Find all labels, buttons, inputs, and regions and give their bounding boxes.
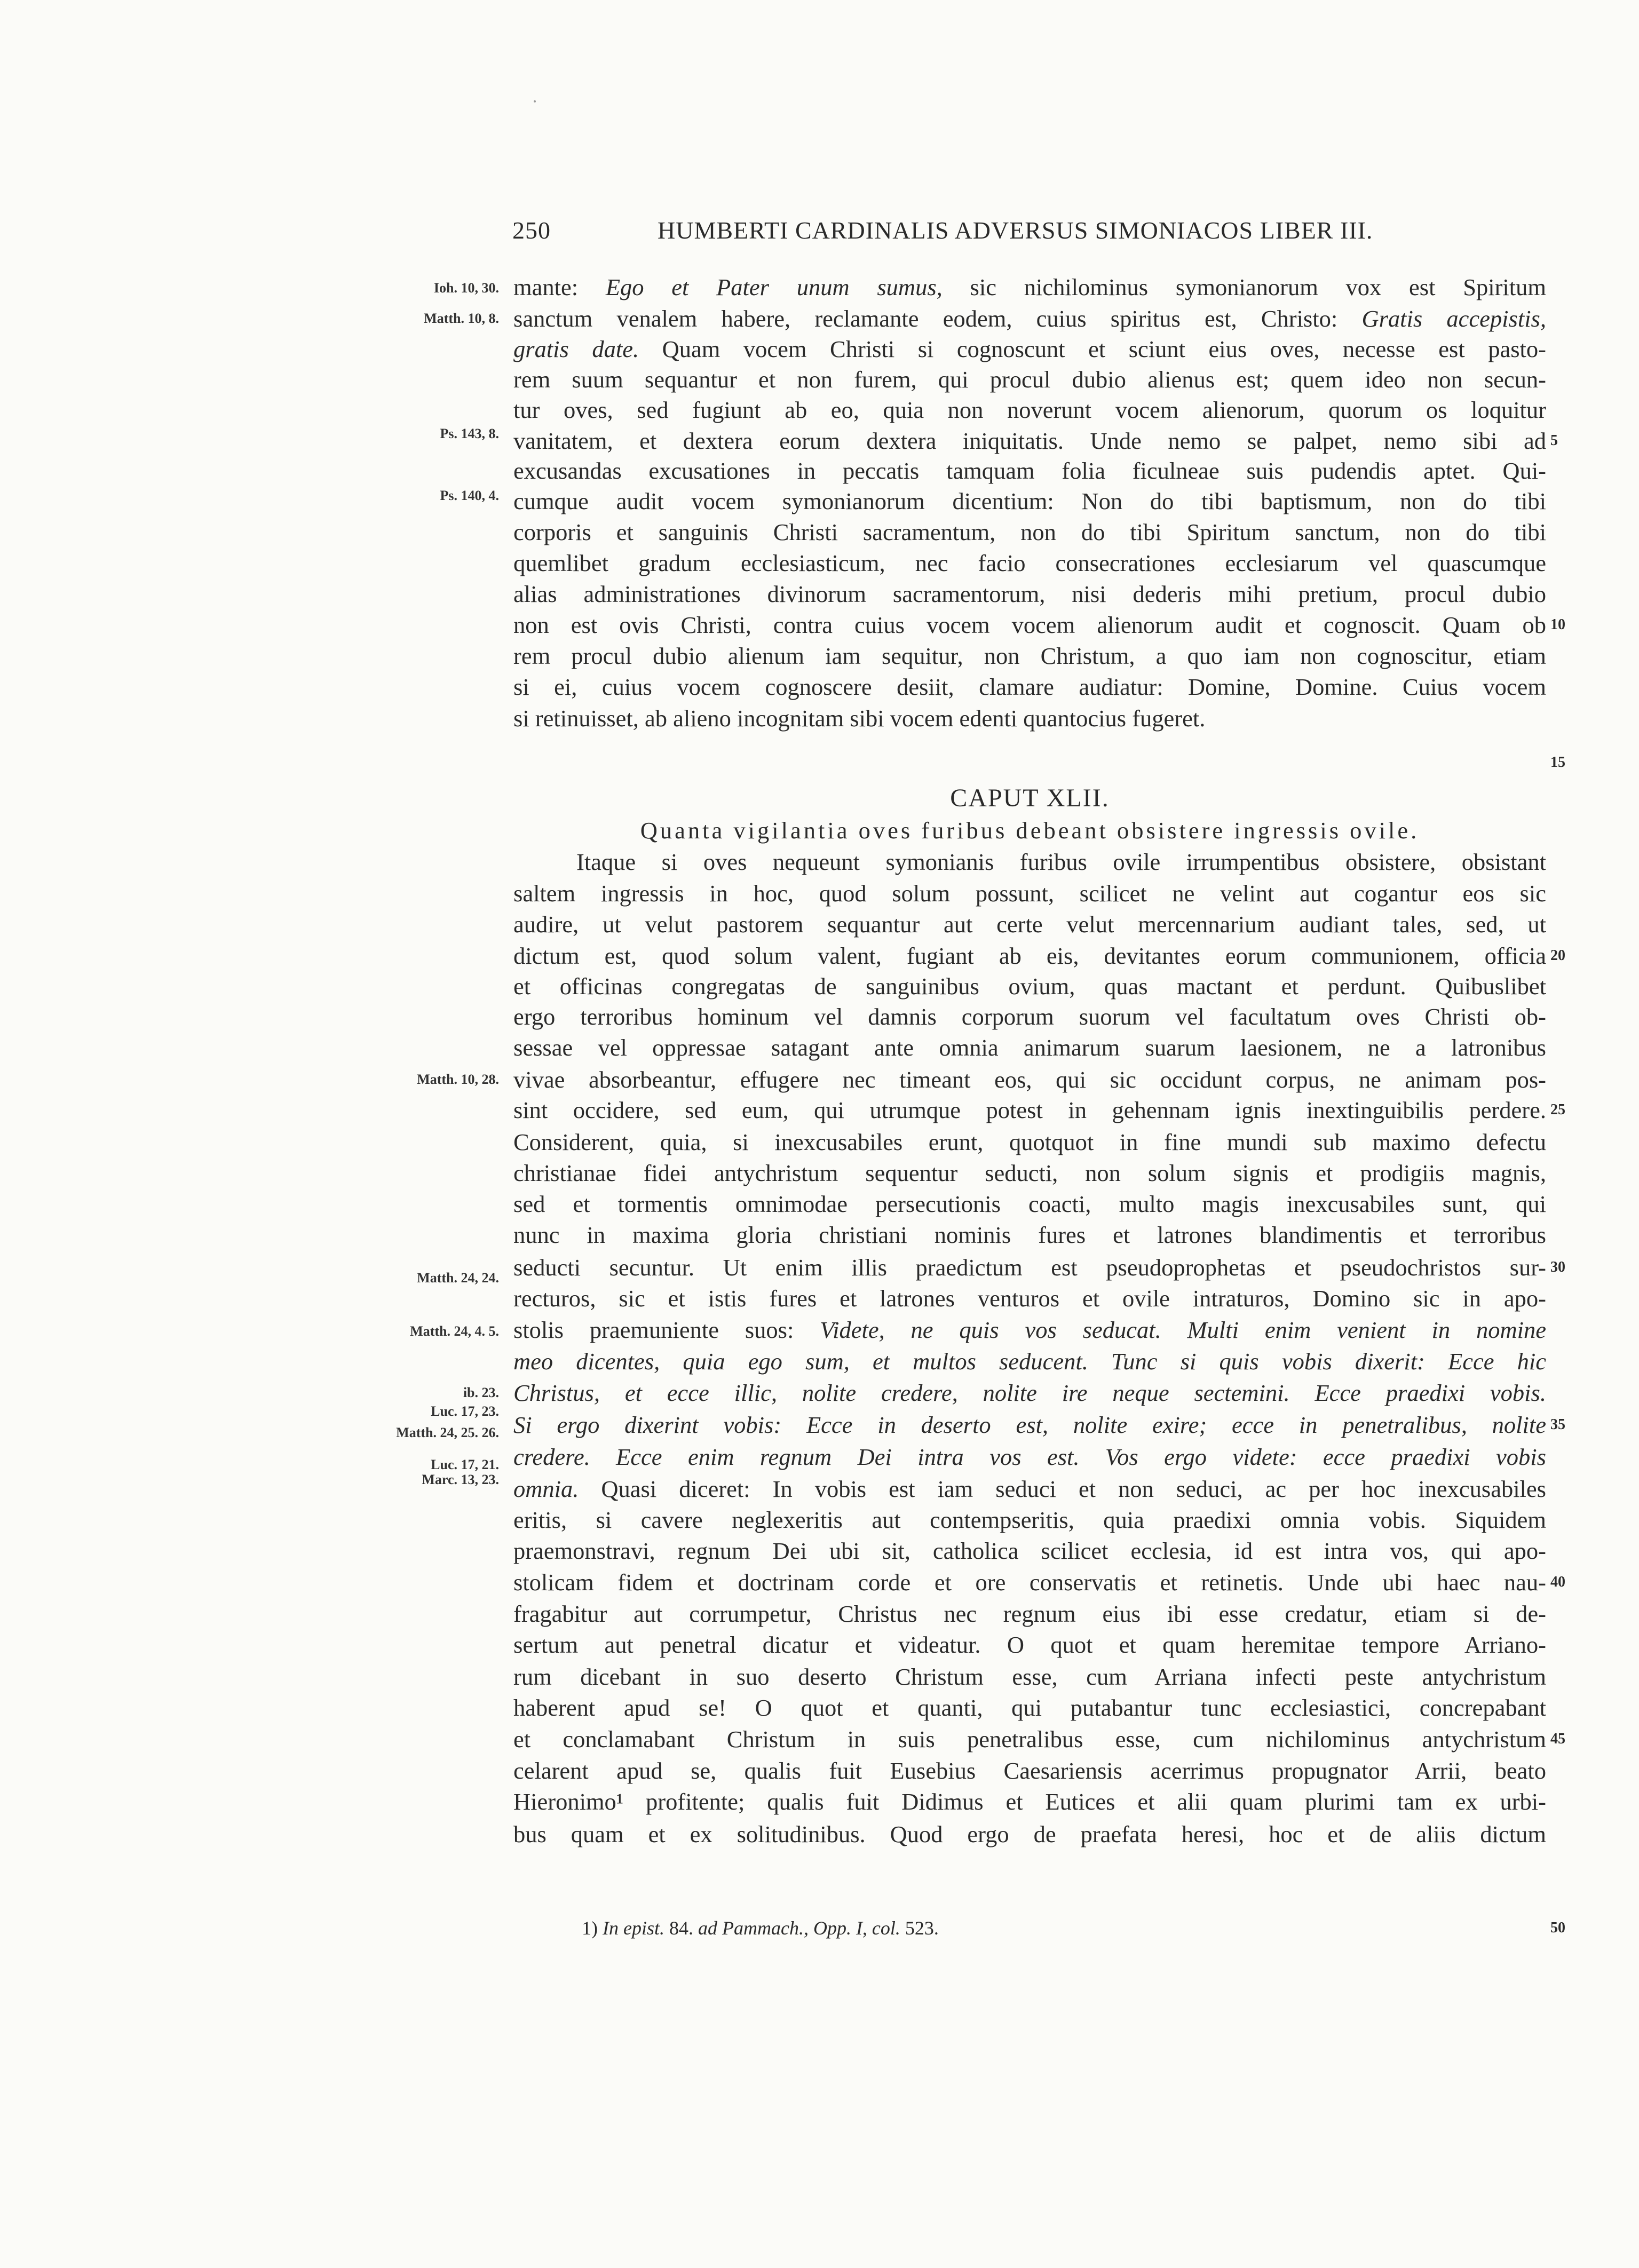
text-line: Christus, et ecce illic, nolite credere, nolite ire neque sectemini. Ecce praedixi vobis. xyxy=(513,1379,1546,1406)
chapter-subtitle: Quanta vigilantia oves furibus debeant obsistere ingressis ovile. xyxy=(640,817,1420,844)
text-line: stolicam fidem et doctrinam corde et ore conservatis et retinetis. Unde ubi haec nau- xyxy=(513,1569,1546,1596)
text-line: eritis, si cavere neglexeritis aut contempseritis, quia praedixi omnia vobis. Siquidem xyxy=(513,1506,1546,1533)
margin-reference: Matth. 10, 28. xyxy=(417,1072,499,1087)
margin-reference: Matth. 24, 25. 26. xyxy=(396,1425,499,1440)
text-line: christianae fidei antychristum sequentur seducti, non solum signis et prodigiis magnis, xyxy=(513,1160,1546,1186)
margin-reference: Ps. 140, 4. xyxy=(440,488,499,503)
margin-reference: Luc. 17, 23. xyxy=(431,1403,499,1419)
line-number: 50 xyxy=(1550,1920,1565,1936)
text-line: haberent apud se! O quot et quanti, qui putabantur tunc ecclesiastici, concrepabant xyxy=(513,1694,1546,1721)
line-number: 5 xyxy=(1550,432,1558,449)
text-line: excusandas excusationes in peccatis tamquam folia ficulneae suis pudendis aptet. Qui- xyxy=(513,457,1546,484)
text-line: sed et tormentis omnimodae persecutionis coacti, multo magis inexcusabiles sunt, qui xyxy=(513,1191,1546,1217)
margin-reference: Matth. 24, 24. xyxy=(417,1270,499,1286)
line-number: 30 xyxy=(1550,1259,1565,1275)
text-line: rem procul dubio alienum iam sequitur, non Christum, a quo iam non cognoscitur, etiam xyxy=(513,643,1546,669)
text-line: rum dicebant in suo deserto Christum esse, cum Arriana infecti peste antychristum xyxy=(513,1663,1546,1690)
text-line: corporis et sanguinis Christi sacramentum, non do tibi Spiritum sanctum, non do tibi xyxy=(513,519,1546,545)
margin-reference: Matth. 24, 4. 5. xyxy=(410,1323,499,1339)
text-line: vivae absorbeantur, effugere nec timeant eos, qui sic occidunt corpus, ne animam pos- xyxy=(513,1066,1546,1093)
running-title: HUMBERTI CARDINALIS ADVERSUS SIMONIACOS LIBER III. xyxy=(658,217,1373,244)
paper-speck xyxy=(534,100,536,102)
margin-reference: ib. 23. xyxy=(463,1385,499,1400)
text-line: gratis date. Quam vocem Christi si cognoscunt et sciunt eius oves, necesse est pasto- xyxy=(513,336,1546,362)
text-line: bus quam et ex solitudinibus. Quod ergo de praefata heresi, hoc et de aliis dictum xyxy=(513,1821,1546,1847)
text-line: recturos, sic et istis fures et latrones venturos et ovile intraturos, Domino sic in apo- xyxy=(513,1285,1546,1312)
text-line: cumque audit vocem symonianorum dicentium: Non do tibi baptismum, non do tibi xyxy=(513,488,1546,514)
line-number: 45 xyxy=(1550,1731,1565,1747)
text-line: vanitatem, et dextera eorum dextera iniquitatis. Unde nemo se palpet, nemo sibi ad xyxy=(513,427,1546,454)
text-line: audire, ut velut pastorem sequantur aut certe velut mercennarium audiant tales, sed, ut xyxy=(513,911,1546,938)
line-number: 10 xyxy=(1550,616,1565,633)
text-line: sint occidere, sed eum, qui utrumque potest in gehennam ignis inextinguibilis perdere. xyxy=(513,1097,1546,1123)
text-line: et conclamabant Christum in suis penetralibus esse, cum nichilominus antychristum xyxy=(513,1726,1546,1752)
running-header xyxy=(512,216,1409,253)
line-number: 20 xyxy=(1550,947,1565,964)
text-line: stolis praemuniente suos: Videte, ne quis vos seducat. Multi enim venient in nomine xyxy=(513,1317,1546,1343)
margin-reference: Luc. 17, 21. xyxy=(431,1457,499,1472)
margin-reference: Ioh. 10, 30. xyxy=(433,280,499,296)
margin-reference: Marc. 13, 23. xyxy=(422,1472,499,1487)
line-number: 40 xyxy=(1550,1574,1565,1590)
text-line: Si ergo dixerint vobis: Ecce in deserto est, nolite exire; ecce in penetralibus, nolite xyxy=(513,1411,1546,1438)
line-number: 35 xyxy=(1550,1416,1565,1433)
text-line: Considerent, quia, si inexcusabiles erunt, quotquot in fine mundi sub maximo defectu xyxy=(513,1129,1546,1155)
text-line: et officinas congregatas de sanguinibus ovium, quas mactant et perdunt. Quibuslibet xyxy=(513,973,1546,1000)
text-line: si ei, cuius vocem cognoscere desiit, clamare audiatur: Domine, Domine. Cuius vocem xyxy=(513,673,1546,700)
text-line: saltem ingressis in hoc, quod solum possunt, scilicet ne velint aut cogantur eos sic xyxy=(513,880,1546,907)
text-line: meo dicentes, quia ego sum, et multos seducent. Tunc si quis vobis dixerit: Ecce hic xyxy=(513,1348,1546,1375)
margin-reference: Ps. 143, 8. xyxy=(440,426,499,441)
text-line: quemlibet gradum ecclesiasticum, nec facio consecrationes ecclesiarum vel quascumque xyxy=(513,550,1546,576)
text-line: si retinuisset, ab alieno incognitam sibi vocem edenti quantocius fugeret. xyxy=(513,705,1206,732)
text-line: nunc in maxima gloria christiani nominis fures et latrones blandimentis et terroribus xyxy=(513,1222,1546,1248)
text-line: Itaque si oves nequeunt symonianis furibus ovile irrumpentibus obsistere, obsistant xyxy=(576,848,1546,875)
text-line: dictum est, quod solum valent, fugiant ab eis, devitantes eorum communionem, officia xyxy=(513,942,1546,969)
text-line: fragabitur aut corrumpetur, Christus nec regnum eius ibi esse credatur, etiam si de- xyxy=(513,1600,1546,1627)
text-line: mante: Ego et Pater unum sumus, sic nichilominus symonianorum vox est Spiritum xyxy=(513,274,1546,300)
text-line: sessae vel oppressae satagant ante omnia animarum suarum laesionem, ne a latronibus xyxy=(513,1034,1546,1061)
footnote: 1) In epist. 84. ad Pammach., Opp. I, col. 523. xyxy=(582,1917,939,1939)
text-line: Hieronimo¹ profitente; qualis fuit Didimus et Eutices et alii quam plurimi tam ex urbi- xyxy=(513,1788,1546,1815)
text-line: credere. Ecce enim regnum Dei intra vos est. Vos ergo videte: ecce praedixi vobis xyxy=(513,1444,1546,1470)
text-line: non est ovis Christi, contra cuius vocem vocem alienorum audit et cognoscit. Quam ob xyxy=(513,612,1546,638)
text-line: ergo terroribus hominum vel damnis corporum suorum vel facultatum oves Christi ob- xyxy=(513,1003,1546,1030)
page-number: 250 xyxy=(512,217,551,244)
text-line: sanctum venalem habere, reclamante eodem, cuius spiritus est, Christo: Gratis accepistis, xyxy=(513,305,1546,332)
line-number: 25 xyxy=(1550,1101,1565,1118)
text-line: omnia. Quasi diceret: In vobis est iam seduci et non seduci, ac per hoc inexcusabiles xyxy=(513,1476,1546,1502)
text-line: rem suum sequantur et non furem, qui procul dubio alienus est; quem ideo non secun- xyxy=(513,366,1546,393)
text-line: praemonstravi, regnum Dei ubi sit, catholica scilicet ecclesia, id est intra vos, qui apo- xyxy=(513,1537,1546,1564)
text-line: alias administrationes divinorum sacramentorum, nisi dederis mihi pretium, procul dubio xyxy=(513,581,1546,607)
margin-reference: Matth. 10, 8. xyxy=(424,311,499,326)
line-number: 15 xyxy=(1550,754,1565,771)
text-line: seducti secuntur. Ut enim illis praedictum est pseudoprophetas et pseudochristos sur- xyxy=(513,1254,1546,1281)
text-line: tur oves, sed fugiunt ab eo, quia non noverunt vocem alienorum, quorum os loquitur xyxy=(513,396,1546,423)
text-line: sertum aut penetral dicatur et videatur. O quot et quam heremitae tempore Arriano- xyxy=(513,1631,1546,1658)
text-line: celarent apud se, qualis fuit Eusebius Caesariensis acerrimus propugnator Arrii, beato xyxy=(513,1757,1546,1784)
chapter-title: CAPUT XLII. xyxy=(950,784,1110,812)
